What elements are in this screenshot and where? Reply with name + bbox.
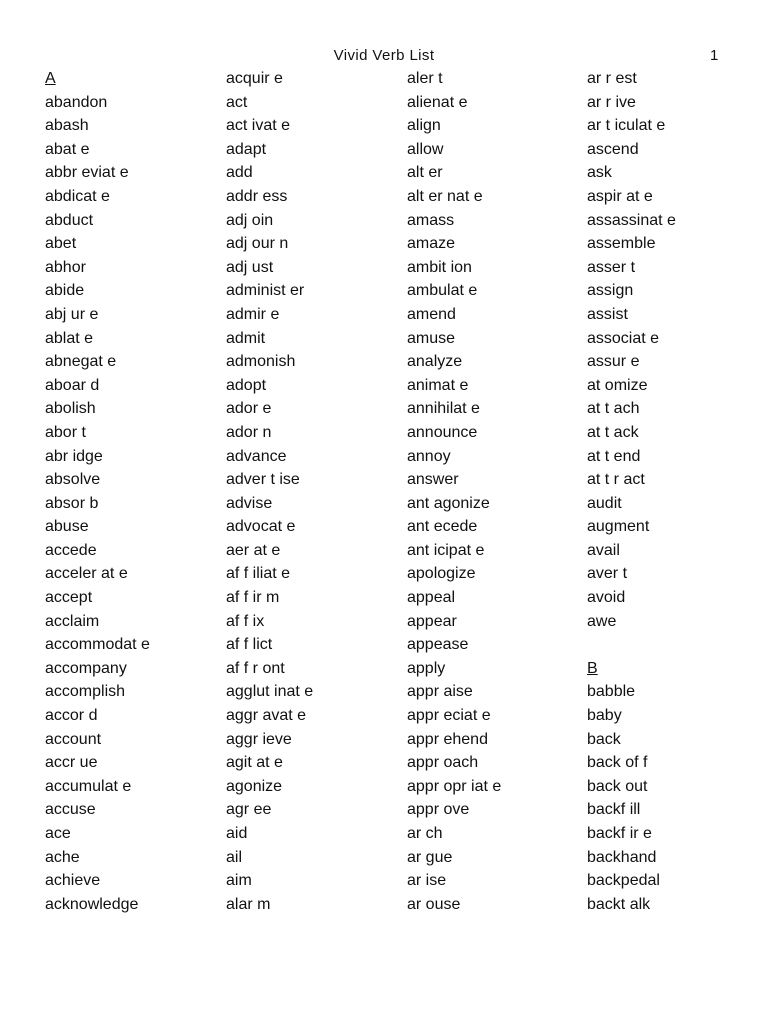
word-entry: admit bbox=[226, 329, 266, 347]
word-entry: acknowledge bbox=[45, 895, 139, 913]
word-entry: af f ix bbox=[226, 612, 265, 630]
word-entry: babble bbox=[587, 683, 636, 701]
word-entry: accompany bbox=[45, 659, 127, 677]
word-entry: ambulat e bbox=[407, 282, 478, 300]
word-entry: agglut inat e bbox=[226, 683, 314, 701]
word-entry: baby bbox=[587, 707, 622, 725]
word-entry: admonish bbox=[226, 353, 296, 371]
word-entry: assur e bbox=[587, 353, 640, 371]
word-entry: announce bbox=[407, 423, 478, 441]
word-column-1 bbox=[45, 67, 225, 916]
word-entry: awe bbox=[587, 612, 617, 630]
word-entry: alienat e bbox=[407, 93, 468, 111]
word-entry: alt er bbox=[407, 164, 443, 182]
word-entry: accept bbox=[45, 589, 93, 607]
word-entry: adj our n bbox=[226, 235, 289, 253]
word-entry: acquir e bbox=[226, 70, 283, 87]
word-entry: ador n bbox=[226, 423, 272, 441]
word-entry: act bbox=[226, 93, 248, 111]
word-entry: aspir at e bbox=[587, 187, 653, 205]
word-entry: augment bbox=[587, 518, 650, 536]
word-entry: abhor bbox=[45, 258, 86, 276]
word-entry: absor b bbox=[45, 494, 99, 512]
word-entry: ar r ive bbox=[587, 93, 636, 111]
word-entry: advocat e bbox=[226, 518, 296, 536]
word-entry: appr oach bbox=[407, 754, 479, 772]
word-entry: backt alk bbox=[587, 895, 651, 913]
word-entry: at t ach bbox=[587, 400, 640, 418]
word-entry: backf ir e bbox=[587, 825, 652, 842]
word-entry: account bbox=[45, 730, 102, 748]
word-entry: annihilat e bbox=[407, 400, 480, 418]
word-entry: animat e bbox=[407, 376, 469, 394]
word-entry: amaze bbox=[407, 235, 456, 253]
word-column-3 bbox=[407, 67, 587, 916]
word-entry: ablat e bbox=[45, 329, 94, 347]
word-entry: amend bbox=[407, 305, 456, 323]
word-entry: backf ill bbox=[587, 801, 641, 819]
word-entry: abuse bbox=[45, 518, 89, 536]
word-entry: abr idge bbox=[45, 447, 103, 465]
word-entry: af f r ont bbox=[226, 659, 285, 677]
word-entry: acceler at e bbox=[45, 565, 128, 583]
word-entry: ask bbox=[587, 164, 612, 182]
word-entry: apologize bbox=[407, 565, 476, 583]
word-entry: assassinat e bbox=[587, 211, 676, 229]
word-entry: ant ecede bbox=[407, 518, 478, 536]
word-entry: asser t bbox=[587, 258, 636, 276]
word-entry: aler t bbox=[407, 70, 443, 87]
word-entry: ar t iculat e bbox=[587, 117, 666, 135]
word-entry: accumulat e bbox=[45, 777, 132, 795]
word-entry: act ivat e bbox=[226, 117, 291, 135]
page-title: Vivid Verb List bbox=[333, 47, 435, 64]
word-entry: accede bbox=[45, 541, 97, 559]
word-entry: aer at e bbox=[226, 541, 281, 559]
word-entry: accommodat e bbox=[45, 636, 150, 654]
word-entry: at omize bbox=[587, 376, 648, 394]
word-entry: ar ouse bbox=[407, 895, 461, 913]
word-entry: af f lict bbox=[226, 636, 273, 654]
word-entry: assign bbox=[587, 282, 634, 300]
word-entry: appr aise bbox=[407, 683, 473, 701]
word-entry: appr ove bbox=[407, 801, 470, 819]
word-entry: at t r act bbox=[587, 471, 645, 489]
word-entry: abandon bbox=[45, 93, 108, 111]
word-entry: acclaim bbox=[45, 612, 100, 630]
word-entry: ant agonize bbox=[407, 494, 490, 512]
word-entry: administ er bbox=[226, 282, 305, 300]
word-entry: allow bbox=[407, 140, 444, 158]
word-entry: adj ust bbox=[226, 258, 274, 276]
word-entry: assemble bbox=[587, 235, 656, 253]
word-entry: abbr eviat e bbox=[45, 164, 129, 182]
word-entry: backhand bbox=[587, 848, 657, 866]
word-entry: admir e bbox=[226, 305, 280, 323]
word-entry: aver t bbox=[587, 565, 628, 583]
word-entry: abnegat e bbox=[45, 353, 117, 371]
word-entry: align bbox=[407, 117, 441, 135]
word-entry: abdicat e bbox=[45, 187, 110, 205]
spacer bbox=[587, 633, 767, 657]
word-entry: associat e bbox=[587, 329, 660, 347]
word-entry: appr opr iat e bbox=[407, 777, 502, 795]
word-entry: analyze bbox=[407, 353, 463, 371]
word-entry: abash bbox=[45, 117, 89, 135]
word-entry: amass bbox=[407, 211, 455, 229]
word-entry: amuse bbox=[407, 329, 456, 347]
word-entry: accor d bbox=[45, 707, 98, 725]
word-entry: alar m bbox=[226, 895, 271, 913]
word-entry: advise bbox=[226, 494, 273, 512]
word-entry: af f iliat e bbox=[226, 565, 291, 583]
word-entry: achieve bbox=[45, 872, 101, 890]
word-entry: accuse bbox=[45, 801, 96, 819]
word-entry: aid bbox=[226, 825, 248, 842]
word-entry: ail bbox=[226, 848, 243, 866]
word-entry: ascend bbox=[587, 140, 639, 158]
word-entry: appease bbox=[407, 636, 469, 654]
page-number: 1 bbox=[710, 47, 719, 64]
word-entry: adopt bbox=[226, 376, 267, 394]
word-entry: ar ise bbox=[407, 872, 447, 890]
word-column-2 bbox=[226, 67, 406, 916]
word-entry: accomplish bbox=[45, 683, 126, 701]
word-entry: abor t bbox=[45, 423, 86, 441]
word-entry: back out bbox=[587, 777, 648, 795]
word-entry: ar ch bbox=[407, 825, 443, 842]
word-entry: abide bbox=[45, 282, 85, 300]
word-entry: back bbox=[587, 730, 621, 748]
word-entry: alt er nat e bbox=[407, 187, 483, 205]
word-entry: ar r est bbox=[587, 70, 637, 87]
word-entry: agr ee bbox=[226, 801, 272, 819]
word-entry: appr eciat e bbox=[407, 707, 491, 725]
word-entry: ar gue bbox=[407, 848, 453, 866]
word-entry: appear bbox=[407, 612, 457, 630]
word-entry: answer bbox=[407, 471, 459, 489]
word-entry: ant icipat e bbox=[407, 541, 485, 559]
word-entry: abat e bbox=[45, 140, 90, 158]
word-entry: add bbox=[226, 164, 253, 182]
word-entry: back of f bbox=[587, 754, 648, 772]
word-entry: adapt bbox=[226, 140, 267, 158]
word-entry: ache bbox=[45, 848, 80, 866]
word-entry: abolish bbox=[45, 400, 96, 418]
word-entry: appr ehend bbox=[407, 730, 488, 748]
word-entry: ace bbox=[45, 825, 71, 842]
word-entry: ambit ion bbox=[407, 258, 472, 276]
word-entry: appeal bbox=[407, 589, 456, 607]
word-entry: at t end bbox=[587, 447, 641, 465]
word-entry: agit at e bbox=[226, 754, 283, 772]
word-entry: adj oin bbox=[226, 211, 274, 229]
word-entry: abduct bbox=[45, 211, 94, 229]
word-entry: annoy bbox=[407, 447, 451, 465]
word-entry: af f ir m bbox=[226, 589, 280, 607]
word-entry: agonize bbox=[226, 777, 283, 795]
word-entry: avoid bbox=[587, 589, 626, 607]
word-entry: ador e bbox=[226, 400, 272, 418]
word-entry: avail bbox=[587, 541, 620, 559]
word-entry: accr ue bbox=[45, 754, 98, 772]
word-entry: absolve bbox=[45, 471, 101, 489]
word-entry: aim bbox=[226, 872, 252, 890]
word-entry: advance bbox=[226, 447, 287, 465]
word-entry: abj ur e bbox=[45, 305, 99, 323]
word-entry: backpedal bbox=[587, 872, 660, 890]
section-heading: B bbox=[587, 659, 598, 677]
word-column-4 bbox=[587, 67, 767, 916]
word-entry: apply bbox=[407, 659, 446, 677]
section-heading: A bbox=[45, 70, 56, 87]
word-entry: adver t ise bbox=[226, 471, 300, 489]
word-entry: aggr avat e bbox=[226, 707, 307, 725]
word-entry: addr ess bbox=[226, 187, 288, 205]
word-entry: audit bbox=[587, 494, 622, 512]
word-entry: at t ack bbox=[587, 423, 639, 441]
word-entry: abet bbox=[45, 235, 77, 253]
word-entry: aggr ieve bbox=[226, 730, 292, 748]
word-entry: aboar d bbox=[45, 376, 100, 394]
word-entry: assist bbox=[587, 305, 628, 323]
